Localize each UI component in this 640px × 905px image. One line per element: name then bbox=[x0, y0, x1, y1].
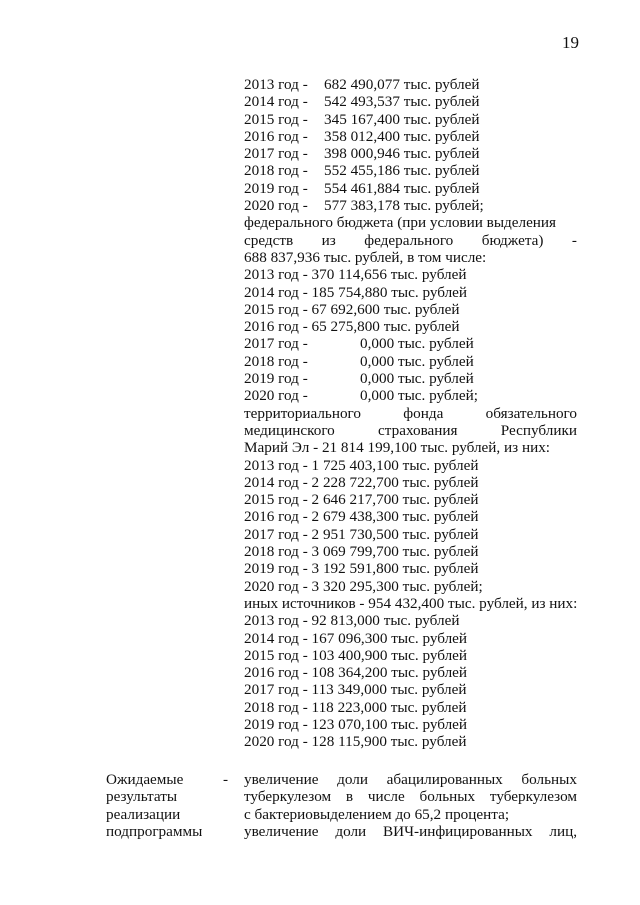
federal-heading-line: средств из федерального бюджета) - bbox=[244, 231, 577, 249]
federal-budget-heading bbox=[244, 214, 577, 266]
amount-value: 0,000 тыс. рублей bbox=[360, 335, 474, 353]
amount-value: 0,000 тыс. рублей bbox=[360, 370, 474, 388]
funding-row bbox=[244, 111, 577, 128]
funding-row: 2020 год - 128 115,900 тыс. рублей bbox=[244, 733, 467, 751]
funding-row: 2014 год - 185 754,880 тыс. рублей bbox=[244, 283, 468, 301]
funding-row: 2017 год - 2 951 730,500 тыс. рублей bbox=[244, 525, 479, 543]
territorial-heading-line: территориального фонда обязательного bbox=[244, 404, 577, 422]
other-funding-list bbox=[244, 612, 577, 750]
year-label: 2017 год - bbox=[244, 335, 308, 353]
funding-row: 2017 год - 113 349,000 тыс. рублей bbox=[244, 681, 467, 699]
funding-row: 2015 год - 103 400,900 тыс. рублей bbox=[244, 646, 468, 664]
amount-value: 0,000 тыс. рублей bbox=[360, 352, 474, 370]
funding-row: 2013 год - 92 813,000 тыс. рублей bbox=[244, 612, 460, 630]
funding-row: 2016 год - 108 364,200 тыс. рублей bbox=[244, 664, 468, 682]
territorial-heading-line: медицинского страхования Республики bbox=[244, 421, 577, 439]
amount-value: 682 490,077 тыс. рублей bbox=[324, 76, 480, 93]
funding-row: 2018 год - 3 069 799,700 тыс. рублей bbox=[244, 543, 479, 561]
year-label: 2016 год - bbox=[244, 127, 308, 145]
federal-heading-line: 688 837,936 тыс. рублей, в том числе: bbox=[244, 248, 487, 266]
label-line: результаты bbox=[106, 788, 178, 806]
total-funding-list bbox=[244, 76, 577, 214]
result-line: увеличение доли ВИЧ-инфицированных лиц, bbox=[244, 822, 577, 840]
funding-row bbox=[244, 128, 577, 145]
amount-value: 552 455,186 тыс. рублей bbox=[324, 162, 480, 180]
funding-row: 2019 год - 123 070,100 тыс. рублей bbox=[244, 715, 468, 733]
year-label: 2017 год - bbox=[244, 145, 308, 163]
amount-value: 542 493,537 тыс. рублей bbox=[324, 93, 480, 111]
amount-value: 398 000,946 тыс. рублей bbox=[324, 145, 480, 163]
funding-row bbox=[244, 197, 577, 214]
amount-value: 358 012,400 тыс. рублей bbox=[324, 127, 480, 145]
year-label: 2020 год - bbox=[244, 387, 308, 405]
funding-row: 2014 год - 2 228 722,700 тыс. рублей bbox=[244, 473, 479, 491]
amount-value: 577 383,178 тыс. рублей; bbox=[324, 197, 484, 215]
funding-row bbox=[244, 145, 577, 162]
year-label: 2019 год - bbox=[244, 179, 308, 197]
funding-row: 2016 год - 2 679 438,300 тыс. рублей bbox=[244, 508, 479, 526]
result-line: туберкулезом в числе больных туберкулезом bbox=[244, 788, 577, 806]
year-label: 2018 год - bbox=[244, 162, 308, 180]
funding-row: 2014 год - 167 096,300 тыс. рублей bbox=[244, 629, 468, 647]
funding-row: 2018 год - 118 223,000 тыс. рублей bbox=[244, 698, 467, 716]
amount-value: 345 167,400 тыс. рублей bbox=[324, 110, 480, 128]
funding-row: 2020 год - 3 320 295,300 тыс. рублей; bbox=[244, 577, 483, 595]
label-line: Ожидаемые bbox=[106, 771, 184, 788]
federal-heading-line: федерального бюджета (при условии выделения bbox=[244, 214, 557, 232]
page-number: 19 bbox=[562, 33, 579, 52]
result-line: увеличение доли абацилированных больных bbox=[244, 771, 577, 788]
expected-results-text bbox=[244, 771, 577, 840]
label-line: реализации bbox=[106, 805, 181, 823]
funding-row bbox=[244, 93, 577, 110]
funding-row bbox=[244, 387, 577, 404]
expected-results-label bbox=[106, 771, 224, 840]
funding-row bbox=[244, 335, 577, 352]
amount-value: 554 461,884 тыс. рублей bbox=[324, 179, 480, 197]
funding-row: 2013 год - 1 725 403,100 тыс. рублей bbox=[244, 456, 479, 474]
funding-row: 2019 год - 3 192 591,800 тыс. рублей bbox=[244, 560, 479, 578]
territorial-funding-list bbox=[244, 457, 577, 595]
territorial-heading-line: Марий Эл - 21 814 199,100 тыс. рублей, из них: bbox=[244, 439, 551, 457]
funding-row bbox=[244, 76, 577, 93]
label-dash: - bbox=[223, 771, 229, 788]
amount-value: 0,000 тыс. рублей; bbox=[360, 387, 478, 405]
funding-row: 2016 год - 65 275,800 тыс. рублей bbox=[244, 318, 460, 336]
label-line: подпрограммы bbox=[106, 822, 203, 840]
result-line: с бактериовыделением до 65,2 процента; bbox=[244, 805, 510, 823]
year-label: 2019 год - bbox=[244, 370, 308, 388]
funding-row: 2013 год - 370 114,656 тыс. рублей bbox=[244, 266, 467, 284]
funding-row: 2015 год - 67 692,600 тыс. рублей bbox=[244, 300, 460, 318]
year-label: 2020 год - bbox=[244, 197, 308, 215]
territorial-fund-heading bbox=[244, 405, 577, 457]
funding-row bbox=[244, 162, 577, 179]
funding-row bbox=[244, 180, 577, 197]
federal-zero-funding-list bbox=[244, 335, 577, 404]
funding-block bbox=[244, 76, 577, 751]
year-label: 2013 год - bbox=[244, 76, 308, 93]
year-label: 2015 год - bbox=[244, 110, 308, 128]
funding-row bbox=[244, 353, 577, 370]
year-label: 2018 год - bbox=[244, 352, 308, 370]
year-label: 2014 год - bbox=[244, 93, 308, 111]
other-sources-heading: иных источников - 954 432,400 тыс. рублей, из них: bbox=[244, 594, 578, 612]
funding-row bbox=[244, 370, 577, 387]
funding-row: 2015 год - 2 646 217,700 тыс. рублей bbox=[244, 491, 479, 509]
federal-funding-list bbox=[244, 266, 577, 335]
